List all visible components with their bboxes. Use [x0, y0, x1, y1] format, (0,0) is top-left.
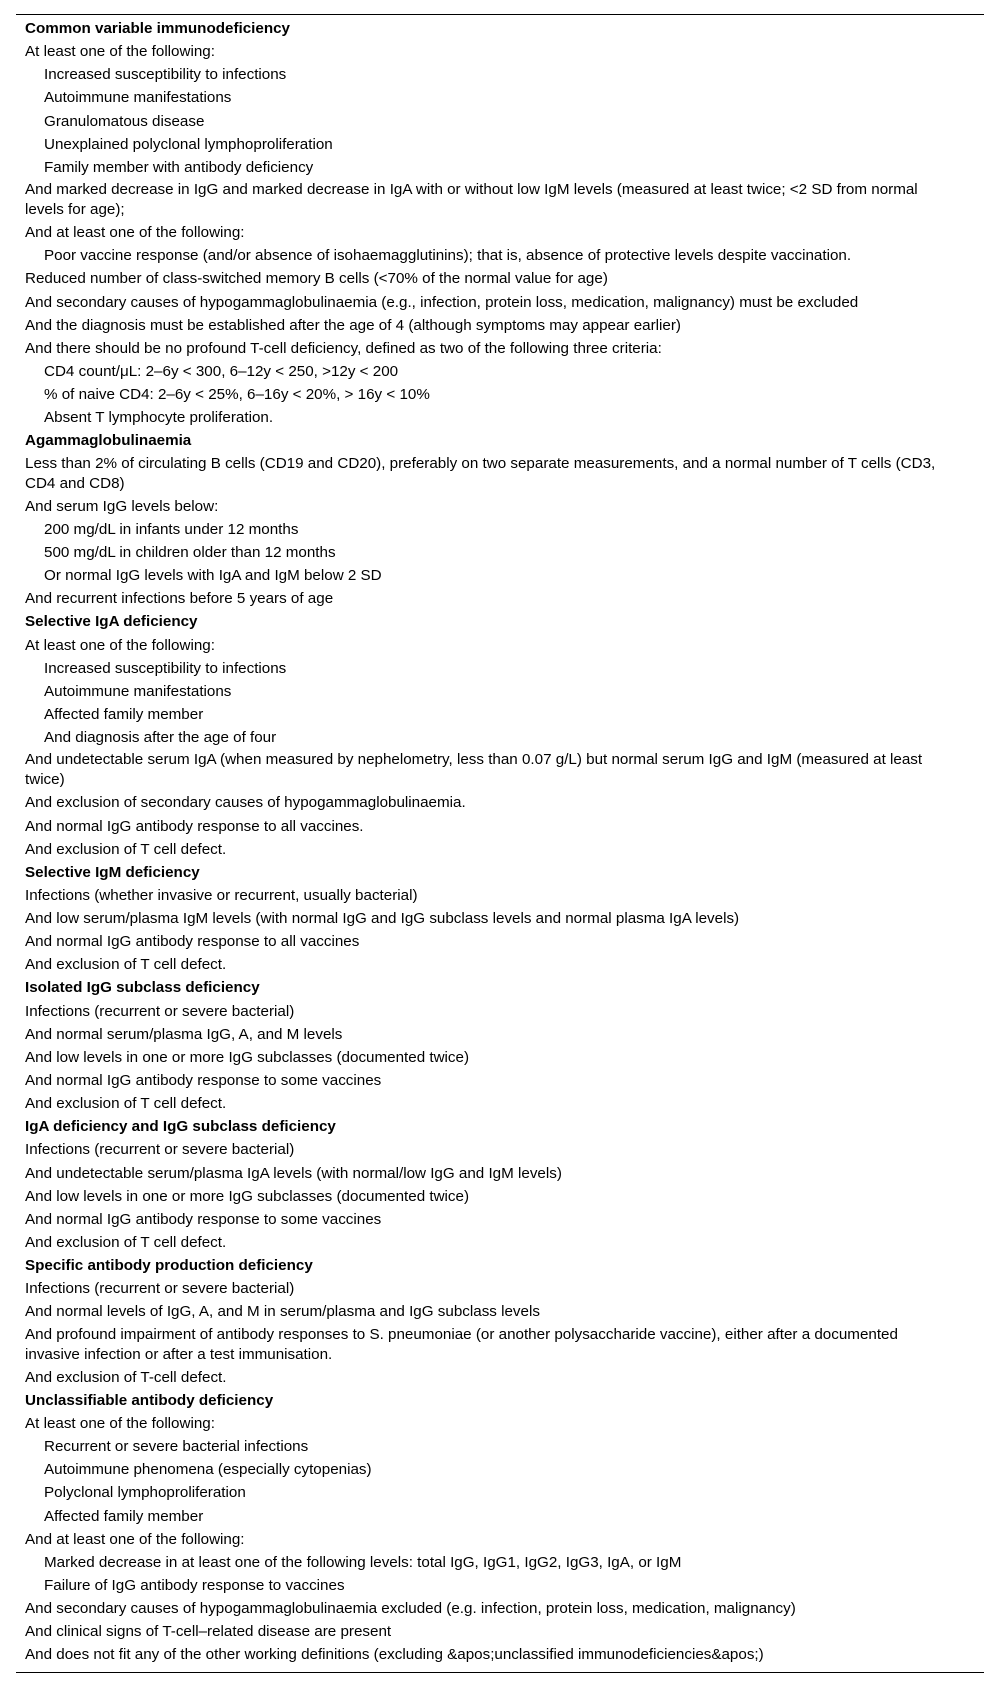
criteria-line: And clinical signs of T-cell–related disease are present	[25, 1623, 392, 1641]
criteria-line: Infections (recurrent or severe bacterial)	[25, 1280, 295, 1298]
section-heading: Common variable immunodeficiency	[25, 20, 291, 37]
criteria-line: And undetectable serum IgA (when measured by nephelometry, less than 0.07 g/L) but normal serum IgG and IgM (measured at least twice)	[25, 751, 923, 789]
criteria-line: At least one of the following:	[25, 43, 215, 61]
criteria-line: And there should be no profound T-cell deficiency, defined as two of the following three criteria:	[25, 339, 662, 357]
criteria-subitem: Failure of IgG antibody response to vaccines	[44, 1577, 345, 1594]
criteria-subitem: Unexplained polyclonal lymphoproliferation	[44, 135, 333, 153]
criteria-subitem: Autoimmune manifestations	[44, 682, 232, 700]
criteria-line: And secondary causes of hypogammaglobulinaemia (e.g., infection, protein loss, medication, malignancy) must be excluded	[25, 293, 859, 311]
criteria-line: And exclusion of T cell defect.	[25, 1095, 227, 1113]
section-heading: Unclassifiable antibody deficiency	[25, 1391, 274, 1409]
criteria-line: Infections (whether invasive or recurrent, usually bacterial)	[25, 886, 418, 904]
criteria-line: And marked decrease in IgG and marked decrease in IgA with or without low IgM levels (measured at least twice; <2 SD from normal levels for age);	[25, 180, 918, 218]
criteria-line: And exclusion of T cell defect.	[25, 1234, 227, 1252]
criteria-line: And profound impairment of antibody responses to S. pneumoniae (or another polysaccharide vaccine), either after a documented invasive infection or after a test immunisation.	[25, 1325, 898, 1363]
criteria-subitem: 500 mg/dL in children older than 12 months	[44, 543, 336, 561]
criteria-subitem: 200 mg/dL in infants under 12 months	[44, 520, 299, 538]
criteria-line: And exclusion of T cell defect.	[25, 956, 227, 974]
criteria-line: And recurrent infections before 5 years of age	[25, 590, 334, 608]
criteria-subitem: Poor vaccine response (and/or absence of isohaemagglutinins); that is, absence of protective levels despite vaccination.	[44, 247, 852, 265]
criteria-line: Reduced number of class-switched memory B cells (<70% of the normal value for age)	[25, 270, 608, 288]
criteria-line: And normal IgG antibody response to all vaccines.	[25, 817, 364, 835]
criteria-line: And exclusion of T-cell defect.	[25, 1368, 227, 1386]
criteria-subitem: Increased susceptibility to infections	[44, 659, 287, 677]
criteria-line: And normal levels of IgG, A, and M in serum/plasma and IgG subclass levels	[25, 1303, 540, 1321]
criteria-subitem: Affected family member	[44, 705, 204, 723]
criteria-subitem: Autoimmune phenomena (especially cytopenias)	[44, 1461, 372, 1479]
criteria-line: At least one of the following:	[25, 636, 215, 654]
criteria-subitem: % of naive CD4: 2–6y < 25%, 6–16y < 20%, > 16y < 10%	[44, 386, 430, 404]
section-heading: Selective IgM deficiency	[25, 863, 200, 881]
criteria-table	[16, 14, 984, 1673]
criteria-subitem: Absent T lymphocyte proliferation.	[44, 409, 274, 427]
criteria-line: At least one of the following:	[25, 1415, 215, 1433]
section-heading: Selective IgA deficiency	[25, 613, 198, 631]
section-heading: IgA deficiency and IgG subclass deficiency	[25, 1118, 336, 1136]
criteria-line: And normal serum/plasma IgG, A, and M levels	[25, 1025, 343, 1043]
criteria-subitem: And diagnosis after the age of four	[44, 729, 277, 747]
criteria-line: And at least one of the following:	[25, 1530, 245, 1548]
criteria-line: And serum IgG levels below:	[25, 497, 219, 515]
criteria-line: And exclusion of T cell defect.	[25, 840, 227, 858]
criteria-line: And undetectable serum/plasma IgA levels (with normal/low IgG and IgM levels)	[25, 1164, 562, 1182]
criteria-line: Infections (recurrent or severe bacterial)	[25, 1002, 295, 1020]
criteria-subitem: Granulomatous disease	[44, 112, 205, 130]
criteria-subitem: Autoimmune manifestations	[44, 89, 232, 107]
criteria-line: And secondary causes of hypogammaglobulinaemia excluded (e.g. infection, protein loss, medication, malignancy)	[25, 1600, 796, 1618]
criteria-subitem: Or normal IgG levels with IgA and IgM below 2 SD	[44, 567, 382, 585]
section-heading: Specific antibody production deficiency	[25, 1257, 313, 1275]
criteria-subitem: Recurrent or severe bacterial infections	[44, 1438, 309, 1456]
criteria-line: And does not fit any of the other working definitions (excluding &apos;unclassified immunodeficiencies&apos;)	[25, 1646, 764, 1664]
criteria-line: And normal IgG antibody response to all vaccines	[25, 933, 360, 951]
criteria-line: And low levels in one or more IgG subclasses (documented twice)	[25, 1187, 470, 1205]
criteria-subitem: Affected family member	[44, 1507, 204, 1525]
criteria-subitem: Polyclonal lymphoproliferation	[44, 1484, 246, 1502]
criteria-line: And low levels in one or more IgG subclasses (documented twice)	[25, 1048, 470, 1066]
criteria-line: And at least one of the following:	[25, 224, 245, 242]
criteria-line: And exclusion of secondary causes of hypogammaglobulinaemia.	[25, 794, 466, 812]
criteria-subitem: Increased susceptibility to infections	[44, 66, 287, 84]
criteria-line: And normal IgG antibody response to some vaccines	[25, 1210, 382, 1228]
section-heading: Isolated IgG subclass deficiency	[25, 979, 260, 997]
criteria-subitem: Marked decrease in at least one of the following levels: total IgG, IgG1, IgG2, IgG3, IgA, or IgM	[44, 1553, 682, 1571]
criteria-line: Less than 2% of circulating B cells (CD19 and CD20), preferably on two separate measurements, and a normal number of T cells (CD3, CD4 and CD8)	[25, 454, 936, 492]
criteria-line: And normal IgG antibody response to some vaccines	[25, 1072, 382, 1090]
criteria-subitem: CD4 count/μL: 2–6y < 300, 6–12y < 250, >12y < 200	[44, 362, 399, 380]
criteria-line: And the diagnosis must be established after the age of 4 (although symptoms may appear earlier)	[25, 316, 681, 334]
criteria-subitem: Family member with antibody deficiency	[44, 158, 314, 176]
criteria-line: And low serum/plasma IgM levels (with normal IgG and IgG subclass levels and normal plasma IgA levels)	[25, 910, 740, 928]
section-heading: Agammaglobulinaemia	[25, 432, 192, 450]
criteria-line: Infections (recurrent or severe bacterial)	[25, 1141, 295, 1159]
